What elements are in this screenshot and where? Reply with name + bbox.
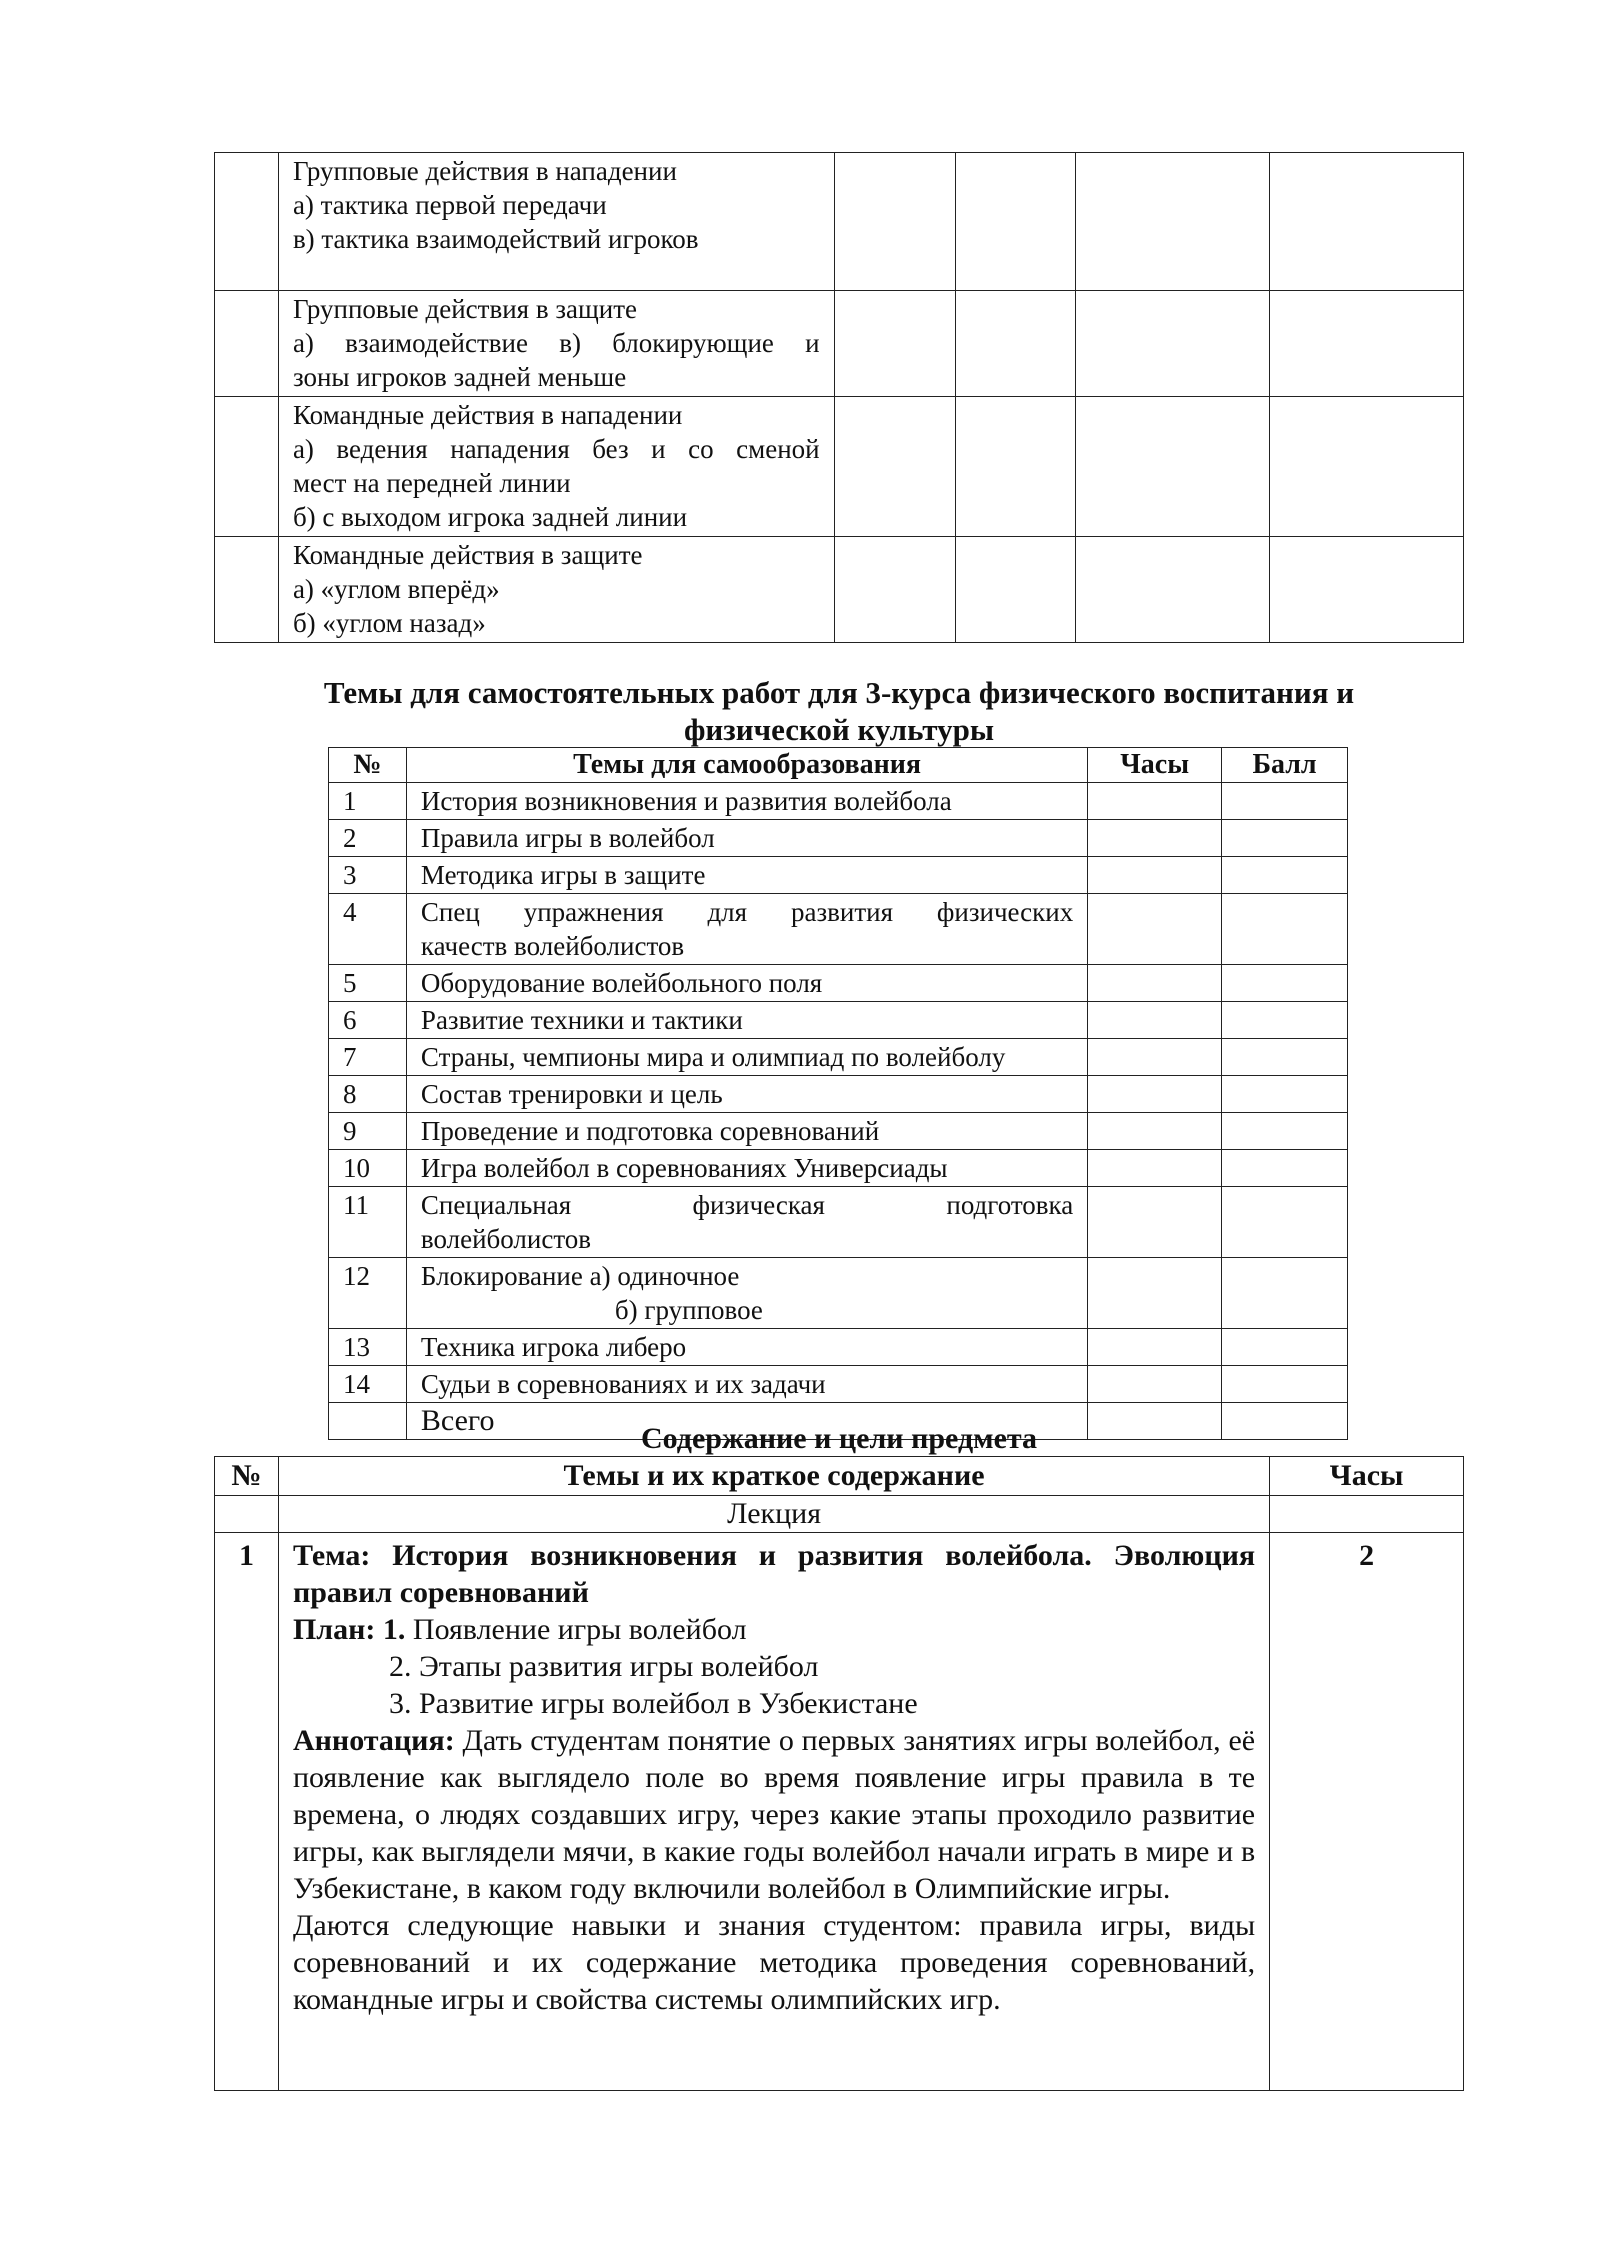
tactics-table [214, 152, 1464, 643]
column-header-hours: Часы [1088, 748, 1222, 783]
hours-cell [1088, 1076, 1222, 1113]
hours-cell [1088, 894, 1222, 965]
topic-line: а) тактика первой передачи [292, 190, 607, 220]
table-row [215, 1533, 1464, 2091]
plan-line [293, 1611, 1255, 1648]
hours-cell [1088, 1039, 1222, 1076]
score-cell [1222, 783, 1348, 820]
row-theme: Состав тренировки и цель [406, 1076, 1087, 1113]
table-cell [956, 291, 1076, 397]
table-cell [215, 397, 279, 537]
row-number: 13 [329, 1329, 407, 1366]
table-row [329, 857, 1348, 894]
column-header-content: Темы и их краткое содержание [278, 1457, 1269, 1496]
row-theme-line: б) групповое [614, 1295, 763, 1325]
hours-cell [1088, 1329, 1222, 1366]
hours-cell [1088, 1113, 1222, 1150]
topic-title: Командные действия в нападении [292, 400, 683, 430]
topic-title: Командные действия в защите [292, 540, 643, 570]
column-header-theme: Темы для самообразования [406, 748, 1087, 783]
table-cell [1076, 397, 1270, 537]
table-cell [834, 291, 956, 397]
self-study-heading [214, 674, 1464, 748]
hours-value: 2 [1270, 1533, 1464, 2091]
row-theme: Развитие техники и тактики [406, 1002, 1087, 1039]
row-theme: Игра волейбол в соревнованиях Универсиады [406, 1150, 1087, 1187]
self-study-table [328, 747, 1348, 1440]
annotation-paragraph [293, 1722, 1255, 1907]
row-number: 14 [329, 1366, 407, 1403]
hours-cell [1088, 1258, 1222, 1329]
score-cell [1222, 820, 1348, 857]
table-row [329, 1258, 1348, 1329]
table-cell [834, 537, 956, 643]
table-cell [834, 153, 956, 291]
table-cell [1076, 537, 1270, 643]
row-theme: Оборудование волейбольного поля [406, 965, 1087, 1002]
hours-cell [1088, 1002, 1222, 1039]
table-cell [956, 537, 1076, 643]
table-cell [956, 153, 1076, 291]
score-cell [1222, 894, 1348, 965]
table-row [329, 1039, 1348, 1076]
topic-title: Групповые действия в нападении [292, 156, 677, 186]
score-cell [1222, 1076, 1348, 1113]
content-table [214, 1456, 1464, 2091]
row-theme-line: Спец упражнения для развития физических [420, 897, 1074, 927]
table-cell [834, 397, 956, 537]
table-row [329, 1150, 1348, 1187]
row-theme: История возникновения и развития волейбола [406, 783, 1087, 820]
topic-cell [278, 537, 834, 643]
plan-label: План: 1. [292, 1613, 406, 1646]
table-row [329, 1113, 1348, 1150]
row-number: 10 [329, 1150, 407, 1187]
column-header-hours: Часы [1270, 1457, 1464, 1496]
table-row [329, 1187, 1348, 1258]
row-number: 12 [329, 1258, 407, 1329]
hours-cell [1088, 965, 1222, 1002]
hours-cell [1088, 783, 1222, 820]
topic-cell [278, 397, 834, 537]
lecture-content [278, 1533, 1269, 2091]
score-cell [1222, 965, 1348, 1002]
table-row [329, 1366, 1348, 1403]
score-cell [1222, 1113, 1348, 1150]
row-theme [406, 1187, 1087, 1258]
table-row [329, 965, 1348, 1002]
topic-title: Групповые действия в защите [292, 294, 638, 324]
heading-line: физической культуры [683, 712, 995, 747]
row-theme-line: качеств волейболистов [420, 931, 685, 961]
hours-cell [1088, 857, 1222, 894]
annotation-label: Аннотация: [292, 1724, 455, 1757]
plan-item: 3. Развитие игры волейбол в Узбекистане [388, 1687, 918, 1720]
row-theme: Судьи в соревнованиях и их задачи [406, 1366, 1087, 1403]
row-theme-line: Блокирование а) одиночное [420, 1261, 740, 1291]
row-number: 7 [329, 1039, 407, 1076]
row-theme [406, 894, 1087, 965]
topic-label: Тема: [292, 1539, 371, 1572]
table-cell [1270, 537, 1464, 643]
subheader-row [215, 1496, 1464, 1533]
table-header-row [215, 1457, 1464, 1496]
topic-line: а) ведения нападения без и со сменой [292, 434, 820, 464]
table-row [215, 291, 1464, 397]
table-cell [1076, 291, 1270, 397]
score-cell [1222, 1150, 1348, 1187]
row-number: 1 [329, 783, 407, 820]
row-number: 1 [215, 1533, 279, 2091]
row-theme-line: волейболистов [420, 1224, 592, 1254]
row-number: 6 [329, 1002, 407, 1039]
row-theme-line: Специальная физическая подготовка [420, 1190, 1074, 1220]
hours-cell [1088, 1366, 1222, 1403]
table-cell [215, 1496, 279, 1533]
table-row [329, 820, 1348, 857]
table-cell [1076, 153, 1270, 291]
row-number: 3 [329, 857, 407, 894]
row-number: 8 [329, 1076, 407, 1113]
hours-cell [1088, 1187, 1222, 1258]
score-cell [1222, 1329, 1348, 1366]
table-cell [1270, 153, 1464, 291]
topic-line: в) тактика взаимодействий игроков [292, 224, 699, 254]
topic-paragraph [293, 1537, 1255, 1611]
topic-line: б) с выходом игрока задней линии [292, 502, 688, 532]
score-cell [1222, 857, 1348, 894]
table-header-row [329, 748, 1348, 783]
content-heading: Содержание и цели предмета [640, 1422, 1038, 1455]
table-cell [1270, 397, 1464, 537]
row-theme [406, 1258, 1087, 1329]
plan-item: 2. Этапы развития игры волейбол [388, 1650, 819, 1683]
table-row [329, 1002, 1348, 1039]
score-cell [1222, 1187, 1348, 1258]
column-header-num: № [215, 1457, 279, 1496]
table-row [215, 153, 1464, 291]
row-number: 11 [329, 1187, 407, 1258]
topic-cell [278, 153, 834, 291]
row-number: 2 [329, 820, 407, 857]
row-number: 4 [329, 894, 407, 965]
hours-cell [1088, 1150, 1222, 1187]
table-cell [1270, 1496, 1464, 1533]
score-cell [1222, 1039, 1348, 1076]
annotation-text: Дать студентам понятие о первых занятиях игры волейбол, её появление как выглядело поле во время появление игры правила в те времена, о людях создавших игру, через какие этапы проходило развитие игры, как выглядели мячи, в какие годы волейбол начали играть в мире и в Узбекистане, в каком году включили волейбол в Олимпийские игры. [292, 1724, 1256, 1905]
hours-cell [1088, 820, 1222, 857]
row-theme: Техника игрока либеро [406, 1329, 1087, 1366]
heading-line: Темы для самостоятельных работ для 3-курса физического воспитания и [323, 675, 1355, 710]
column-header-score: Балл [1222, 748, 1348, 783]
table-row [329, 1329, 1348, 1366]
topic-line: мест на передней линии [292, 468, 571, 498]
topic-line: а) «углом вперёд» [292, 574, 500, 604]
topic-line: б) «углом назад» [292, 608, 486, 638]
table-cell [215, 153, 279, 291]
row-number: 9 [329, 1113, 407, 1150]
row-theme: Методика игры в защите [406, 857, 1087, 894]
plan-item: Появление игры волейбол [412, 1613, 747, 1646]
topic-cell [278, 291, 834, 397]
table-row [329, 1076, 1348, 1113]
score-cell [1222, 1002, 1348, 1039]
table-cell [956, 397, 1076, 537]
table-cell [215, 291, 279, 397]
score-cell [1222, 1258, 1348, 1329]
lecture-label: Лекция [278, 1496, 1269, 1533]
table-cell [1270, 291, 1464, 397]
row-theme: Страны, чемпионы мира и олимпиад по волейболу [406, 1039, 1087, 1076]
table-row [215, 537, 1464, 643]
table-row [329, 783, 1348, 820]
topic-line: зоны игроков задней меньше [292, 362, 627, 392]
score-cell [1222, 1366, 1348, 1403]
row-number: 5 [329, 965, 407, 1002]
column-header-num: № [329, 748, 407, 783]
total-label: Всего [406, 1403, 1087, 1440]
topic-text: История возникновения и развития волейбола. Эволюция правил соревнований [292, 1539, 1256, 1609]
row-theme: Проведение и подготовка соревнований [406, 1113, 1087, 1150]
table-row [329, 894, 1348, 965]
topic-line: а) взаимодействие в) блокирующие и [292, 328, 820, 358]
skills-paragraph: Даются следующие навыки и знания студентом: правила игры, виды соревнований и их содержание методика проведения соревнований, командные игры и свойства системы олимпийских игр. [292, 1909, 1256, 2016]
table-row [215, 397, 1464, 537]
row-theme: Правила игры в волейбол [406, 820, 1087, 857]
table-cell [215, 537, 279, 643]
